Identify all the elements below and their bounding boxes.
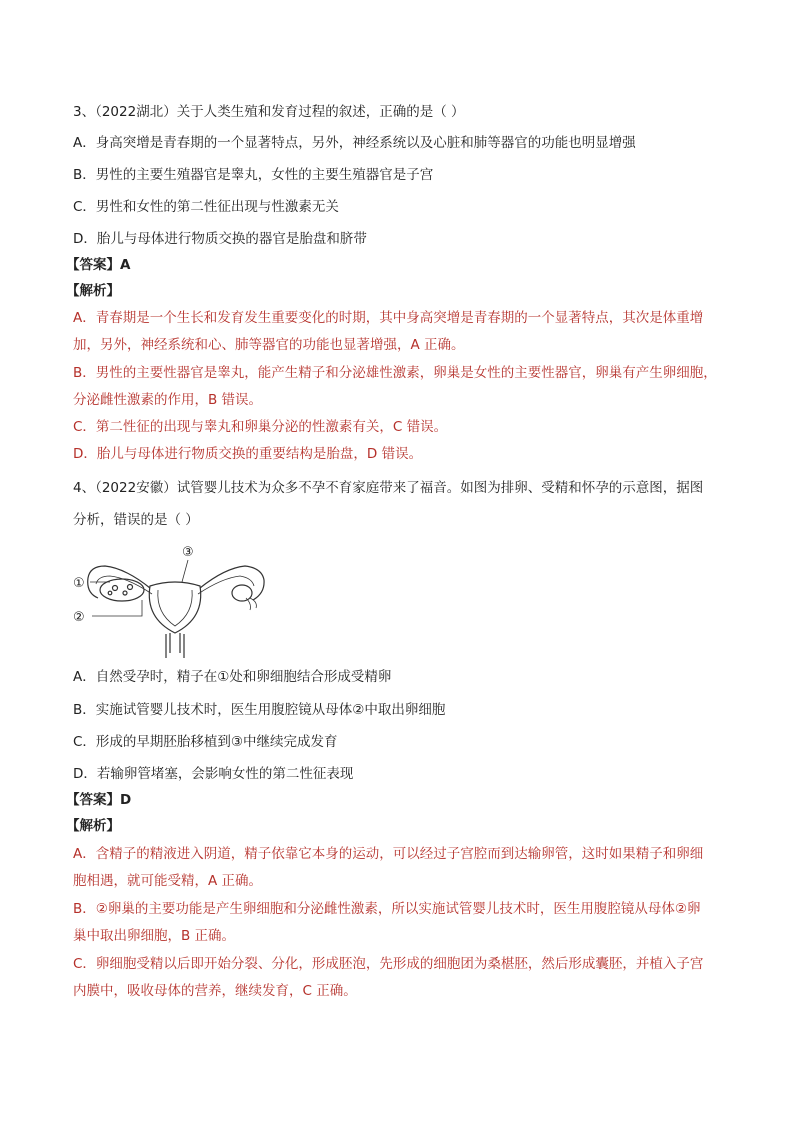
question-3-option-a: A．身高突增是青春期的一个显著特点，另外，神经系统以及心脏和肺等器官的功能也明显增强 [73,135,636,151]
question-4-option-d: D．若输卵管堵塞，会影响女性的第二性征表现 [73,766,354,782]
question-3-analysis-line: C．第二性征的出现与睾丸和卵巢分泌的性激素有关，C 错误。 [73,419,448,435]
question-3-analysis-line: 分泌雌性激素的作用，B 错误。 [73,392,263,408]
question-3-option-b: B．男性的主要生殖器官是睾丸，女性的主要生殖器官是子宫 [73,167,434,183]
question-3-answer: 【答案】A [66,257,131,273]
question-4-option-b: B．实施试管婴儿技术时，医生用腹腔镜从母体②中取出卵细胞 [73,702,446,718]
question-4-answer: 【答案】D [66,792,132,808]
question-3-option-c: C．男性和女性的第二性征出现与性激素无关 [73,199,339,215]
question-4-analysis-line: A．含精子的精液进入阴道，精子依靠它本身的运动，可以经过子宫腔而到达输卵管，这时如果精子和卵细 [73,846,704,862]
question-3-analysis-label: 【解析】 [66,283,120,299]
reproductive-system-diagram [70,538,270,658]
question-4-stem: 4、（2022安徽）试管婴儿技术为众多不孕不育家庭带来了福音。如图为排卵、受精和怀孕的示意图，据图 [73,480,704,496]
question-4-stem-continued: 分析，错误的是（ ） [73,512,199,528]
question-4-analysis-line: C．卵细胞受精以后即开始分裂、分化，形成胚泡，先形成的细胞团为桑椹胚，然后形成囊胚，并植入子宫 [73,956,704,972]
question-3-analysis-line: 加，另外，神经系统和心、肺等器官的功能也显著增强，A 正确。 [73,337,465,353]
question-4-option-c: C．形成的早期胚胎移植到③中继续完成发育 [73,734,338,750]
question-3-option-d: D．胎儿与母体进行物质交换的器官是胎盘和脐带 [73,231,367,247]
question-4-analysis-line: 内膜中，吸收母体的营养，继续发育，C 正确。 [73,983,357,999]
question-4-analysis-line: 巢中取出卵细胞，B 正确。 [73,928,236,944]
question-4-analysis-line: B．②卵巢的主要功能是产生卵细胞和分泌雌性激素，所以实施试管婴儿技术时，医生用腹腔镜从母体②卵 [73,901,701,917]
figure-label-3: ③ [182,545,194,560]
question-3-stem: 3、（2022湖北）关于人类生殖和发育过程的叙述，正确的是（ ） [73,104,465,120]
question-3-analysis-line: A．青春期是一个生长和发育发生重要变化的时期，其中身高突增是青春期的一个显著特点，其次是体重增 [73,310,704,326]
question-3-analysis-line: D．胎儿与母体进行物质交换的重要结构是胎盘，D 错误。 [73,446,423,462]
figure-label-1: ① [73,576,85,591]
figure-label-2: ② [73,610,85,625]
question-3-analysis-line: B．男性的主要性器官是睾丸，能产生精子和分泌雄性激素，卵巢是女性的主要性器官，卵巢有产生卵细胞， [73,365,717,381]
question-4-analysis-line: 胞相遇，就可能受精，A 正确。 [73,873,263,889]
question-4-analysis-label: 【解析】 [66,818,120,834]
question-4-option-a: A．自然受孕时，精子在①处和卵细胞结合形成受精卵 [73,669,392,685]
